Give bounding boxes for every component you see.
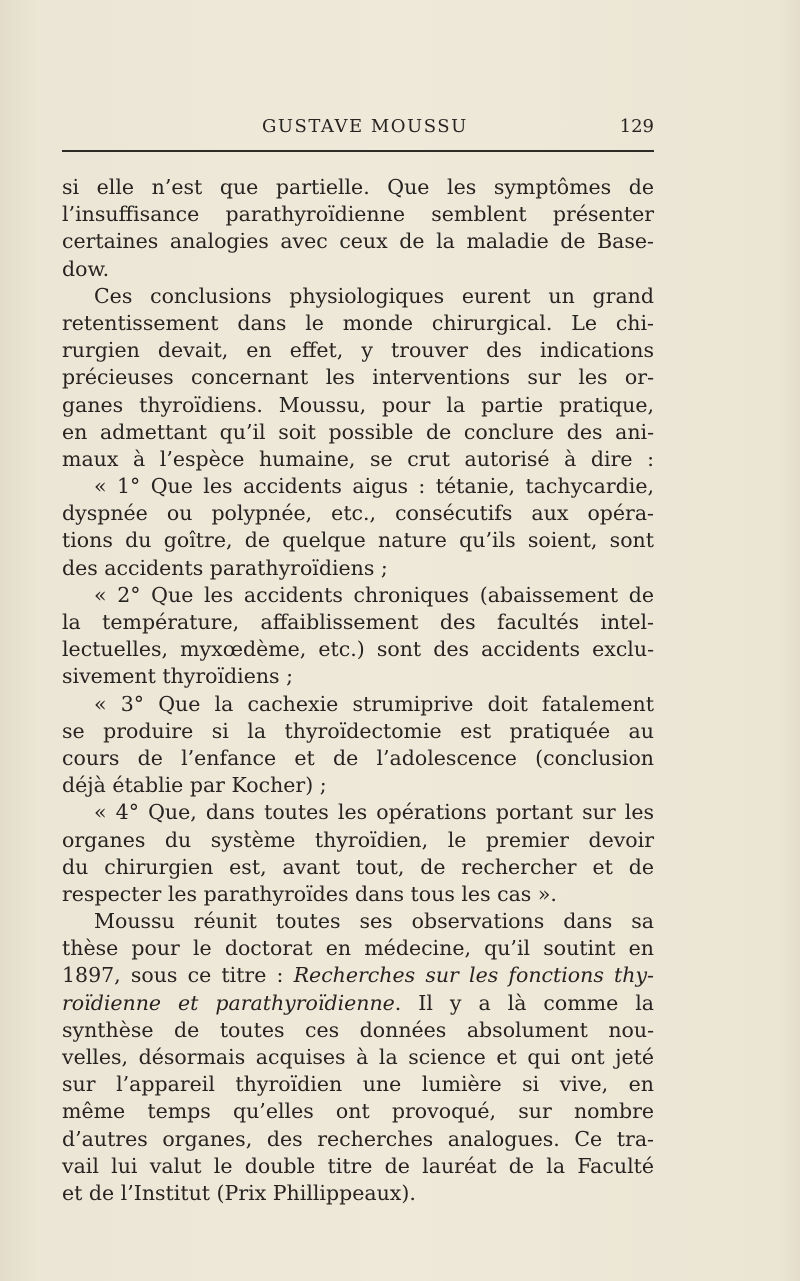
text-line	[62, 745, 654, 772]
text-line	[62, 174, 654, 201]
line-text: en admettant qu’il soit possible de conclure des ani-	[62, 419, 654, 444]
text-line	[62, 228, 654, 255]
text-line	[62, 527, 654, 554]
line-text: 1897, sous ce titre :	[62, 963, 294, 988]
line-text: « 3° Que la cachexie strumiprive doit fatalement	[94, 691, 654, 716]
line-text: du chirurgien est, avant tout, de rechercher et de	[62, 854, 654, 879]
text-line	[62, 310, 654, 337]
text-line	[62, 799, 654, 826]
text-line	[62, 256, 654, 283]
text-line	[62, 500, 654, 527]
line-text: si elle n’est que partielle. Que les symptômes de	[62, 175, 654, 199]
line-text: la température, affaiblissement des facultés intel-	[62, 610, 654, 634]
text-line	[62, 691, 654, 718]
text-line	[62, 364, 654, 391]
text-line	[62, 990, 654, 1017]
text-line	[62, 392, 654, 419]
text-line	[62, 962, 654, 989]
line-text: « 4° Que, dans toutes les opérations portant sur les	[94, 800, 654, 825]
line-text: thèse pour le doctorat en médecine, qu’il soutint en	[62, 936, 654, 961]
text-line	[62, 1180, 654, 1207]
line-text: . Il y a là comme la	[394, 990, 654, 1015]
running-header	[62, 116, 654, 146]
page-number: 129	[619, 116, 654, 137]
text-line	[62, 283, 654, 310]
line-text: certaines analogies avec ceux de la maladie de Base-	[62, 229, 654, 254]
text-line	[62, 1071, 654, 1098]
italic-title: roïdienne et parathyroïdienne	[62, 990, 395, 1015]
text-line	[62, 555, 654, 582]
line-text: respecter les parathyroïdes dans tous les cas ».	[62, 881, 557, 906]
line-text: vail lui valut le double titre de lauréat de la Faculté	[62, 1153, 654, 1178]
line-text: velles, désormais acquises à la science et qui ont jeté	[62, 1045, 654, 1069]
line-text: tions du goître, de quelque nature qu’ils soient, sont	[62, 528, 654, 553]
text-line	[62, 854, 654, 881]
line-text: précieuses concernant les interventions sur les or-	[62, 365, 654, 390]
line-text: se produire si la thyroïdectomie est pratiquée au	[62, 718, 654, 743]
line-text: d’autres organes, des recherches analogues. Ce tra-	[62, 1126, 654, 1151]
text-line	[62, 935, 654, 962]
line-text: déjà établie par Kocher) ;	[62, 773, 327, 798]
line-text: retentissement dans le monde chirurgical. Le chi-	[62, 310, 654, 335]
line-text: « 2° Que les accidents chroniques (abaissement de	[94, 582, 654, 607]
header-rule	[62, 150, 654, 152]
text-line	[62, 609, 654, 636]
text-line	[62, 1153, 654, 1180]
text-line	[62, 473, 654, 500]
line-text: ganes thyroïdiens. Moussu, pour la partie pratique,	[62, 392, 654, 417]
line-text: sivement thyroïdiens ;	[62, 664, 293, 689]
line-text: maux à l’espèce humaine, se crut autorisé à dire :	[62, 446, 654, 471]
line-text: organes du système thyroïdien, le premier devoir	[62, 827, 654, 852]
line-text: Ces conclusions physiologiques eurent un grand	[94, 283, 654, 308]
line-text: cours de l’enfance et de l’adolescence (conclusion	[62, 745, 654, 770]
text-line	[62, 1044, 654, 1071]
text-line	[62, 446, 654, 473]
text-line	[62, 881, 654, 908]
text-line	[62, 337, 654, 364]
line-text: dow.	[62, 256, 110, 281]
text-line	[62, 1017, 654, 1044]
text-line	[62, 827, 654, 854]
text-line	[62, 718, 654, 745]
text-line	[62, 908, 654, 935]
line-text: dyspnée ou polypnée, etc., consécutifs aux opéra-	[62, 501, 654, 526]
line-text: même temps qu’elles ont provoqué, sur nombre	[62, 1099, 654, 1124]
text-line	[62, 636, 654, 663]
line-text: synthèse de toutes ces données absolument nou-	[62, 1017, 654, 1042]
italic-title: Recherches sur les fonctions thy-	[293, 963, 654, 988]
running-title: GUSTAVE MOUSSU	[262, 116, 468, 137]
line-text: rurgien devait, en effet, y trouver des indications	[62, 338, 654, 363]
line-text: Moussu réunit toutes ses observations dans sa	[94, 909, 654, 934]
text-line	[62, 1098, 654, 1125]
line-text: lectuelles, myxœdème, etc.) sont des accidents exclu-	[62, 637, 654, 662]
line-text: sur l’appareil thyroïdien une lumière si vive, en	[62, 1072, 654, 1097]
line-text: « 1° Que les accidents aigus : tétanie, tachycardie,	[94, 474, 654, 499]
text-line	[62, 582, 654, 609]
line-text: des accidents parathyroïdiens ;	[62, 555, 388, 580]
text-line	[62, 772, 654, 799]
text-line	[62, 201, 654, 228]
text-line	[62, 663, 654, 690]
body-text	[62, 174, 654, 1207]
text-line	[62, 1126, 654, 1153]
text-line	[62, 419, 654, 446]
line-text: l’insuffisance parathyroïdienne semblent présenter	[62, 202, 654, 227]
line-text: et de l’Institut (Prix Phillippeaux).	[62, 1180, 416, 1205]
